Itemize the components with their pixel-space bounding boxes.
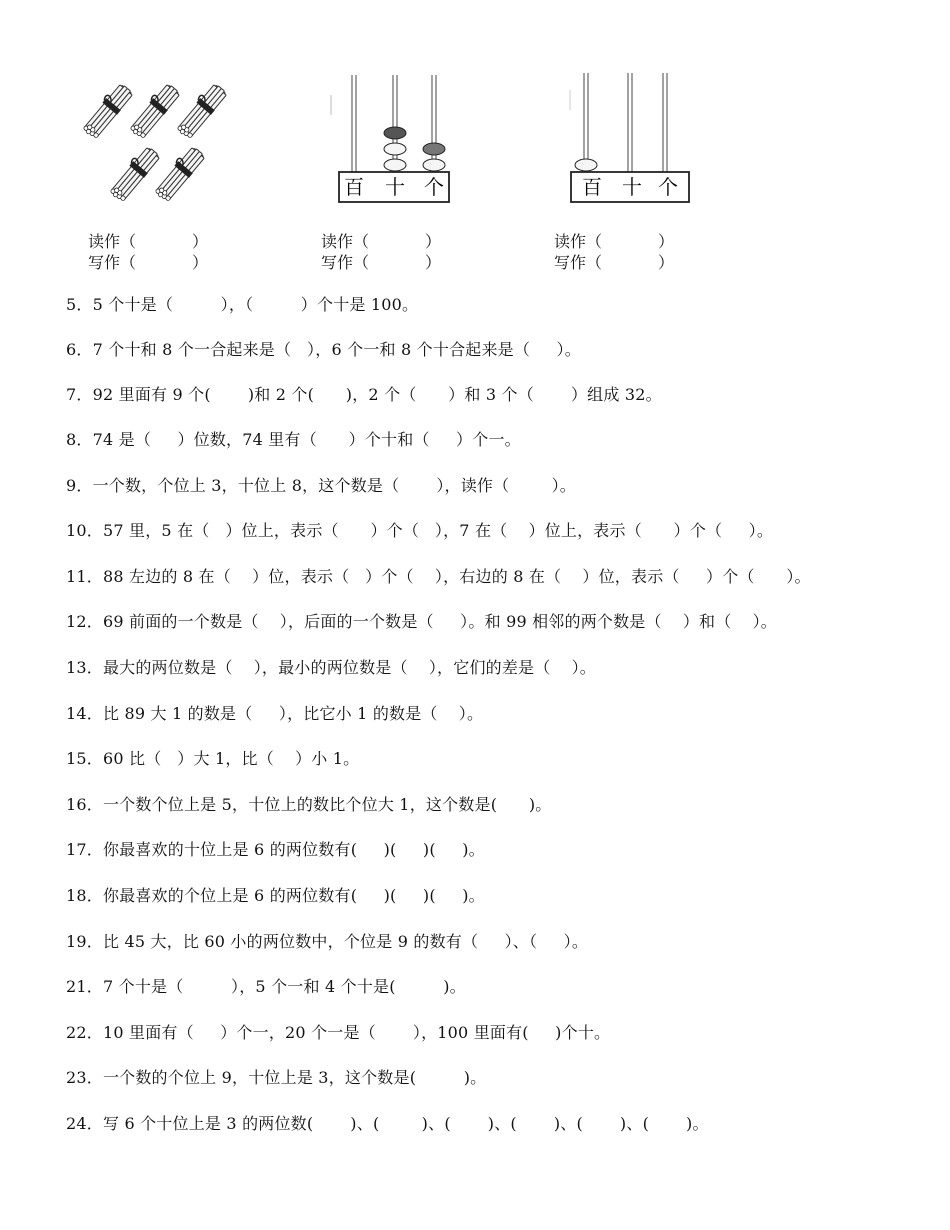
question-19: 19．比 45 大，比 60 小的两位数中，个位是 9 的数有（ ）、（ ）。 xyxy=(66,932,589,951)
question-13: 13．最大的两位数是（ ），最小的两位数是（ ），它们的差是（ ）。 xyxy=(66,658,596,677)
question-18: 18．你最喜欢的个位上是 6 的两位数有( )( )( )。 xyxy=(66,886,485,905)
stick-bundle xyxy=(152,144,206,203)
question-17: 17．你最喜欢的十位上是 6 的两位数有( )( )( )。 xyxy=(66,840,485,859)
place-label-tens: 十 xyxy=(385,175,405,199)
stick-bundle xyxy=(127,81,181,140)
question-24: 24．写 6 个十位上是 3 的两位数( )、( )、( )、( )、( )、( )。 xyxy=(66,1114,709,1133)
write-answer-2: 写作（ ） xyxy=(321,253,441,272)
question-9: 9．一个数，个位上 3，十位上 8，这个数是（ ），读作（ ）。 xyxy=(66,476,577,495)
place-label-tens: 十 xyxy=(622,175,642,199)
stick-bundles-figure xyxy=(80,78,240,213)
place-label-ones: 个 xyxy=(658,175,678,199)
hundreds-beads xyxy=(575,159,597,171)
write-answer-3: 写作（ ） xyxy=(554,253,674,272)
place-label-ones: 个 xyxy=(424,175,444,199)
question-12: 12．69 前面的一个数是（ ），后面的一个数是（ ）。和 99 相邻的两个数是（ ）和（ ）。 xyxy=(66,612,777,631)
stick-bundle xyxy=(174,81,228,140)
question-16: 16．一个数个位上是 5，十位上的数比个位大 1，这个数是( )。 xyxy=(66,795,552,814)
read-answer-3: 读作（ ） xyxy=(554,232,674,251)
stick-bundle xyxy=(107,144,161,203)
question-21: 21．7 个十是（ ），5 个一和 4 个十是( )。 xyxy=(66,977,466,996)
stick-bundle xyxy=(80,81,134,140)
question-7: 7．92 里面有 9 个( )和 2 个( )，2 个（ ）和 3 个（ ）组成 32。 xyxy=(66,385,662,404)
question-15: 15．60 比（ ）大 1，比（ ）小 1。 xyxy=(66,749,360,768)
write-answer-1: 写作（ ） xyxy=(88,253,208,272)
read-answer-1: 读作（ ） xyxy=(88,232,208,251)
place-label-hundreds: 百 xyxy=(582,175,602,199)
read-answer-2: 读作（ ） xyxy=(321,232,441,251)
place-label-hundreds: 百 xyxy=(344,175,364,199)
question-8: 8．74 是（ ）位数，74 里有（ ）个十和（ ）个一。 xyxy=(66,430,521,449)
question-11: 11．88 左边的 8 在（ ）位，表示（ ）个（ ），右边的 8 在（ ）位，表示（ ）个（ ）。 xyxy=(66,567,811,586)
question-5: 5．5 个十是（ ），（ ）个十是 100。 xyxy=(66,295,419,314)
question-22: 22．10 里面有（ ）个一，20 个一是（ ），100 里面有( )个十。 xyxy=(66,1023,611,1042)
abacus-figure-2 xyxy=(560,70,700,205)
question-6: 6．7 个十和 8 个一合起来是（ ），6 个一和 8 个十合起来是（ ）。 xyxy=(66,340,581,359)
ones-beads xyxy=(423,143,445,171)
question-23: 23．一个数的个位上 9，十位上是 3，这个数是( )。 xyxy=(66,1068,487,1087)
question-14: 14．比 89 大 1 的数是（ ），比它小 1 的数是（ ）。 xyxy=(66,704,484,723)
tens-beads xyxy=(384,127,406,171)
question-10: 10．57 里，5 在（ ）位上，表示（ ）个（ ），7 在（ ）位上，表示（ ）个（ ）。 xyxy=(66,521,774,540)
abacus-figure-1 xyxy=(325,70,455,205)
